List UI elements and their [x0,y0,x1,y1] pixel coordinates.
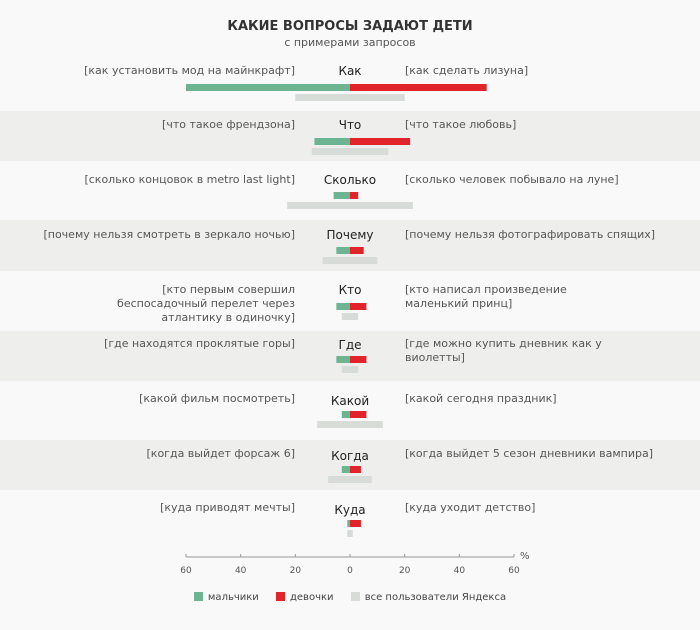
bar-girls [350,356,366,363]
x-tick-label: 60 [508,566,520,576]
bar-all-users [342,313,358,320]
bar-girls [350,520,361,527]
legend-item-boys [194,592,259,603]
bar-all-users [342,366,358,373]
example-query-right: [когда выйдет 5 сезон дневники вампира] [405,447,654,460]
legend-label-all: все пользователи Яндекса [364,592,507,603]
question-word: Почему [326,228,374,242]
question-word: Куда [334,503,366,517]
x-tick-label: 40 [453,566,466,576]
example-query-right: [сколько человек побывало на луне] [405,173,619,186]
legend-swatch-girls [276,592,285,601]
legend [0,592,700,603]
x-tick-label: 0 [347,566,353,576]
example-query-right: [что такое любовь] [405,118,517,131]
example-query-left: [кто первым совершил беспосадочный перелет через атлантику в одиночку] [117,283,295,324]
bar-boys [342,411,350,418]
bar-girls [350,303,366,310]
bar-all-users [323,257,378,264]
bar-all-users [295,94,404,101]
question-word: Сколько [323,173,377,187]
legend-item-all [351,592,506,603]
question-word: Что [338,118,362,132]
legend-swatch-boys [194,592,203,601]
bar-all-users [317,421,383,428]
example-query-right: [почему нельзя фотографировать спящих] [405,228,656,241]
example-query-right: [как сделать лизуна] [405,64,529,77]
question-word: Где [338,338,362,352]
bar-all-users [287,202,413,209]
example-query-right: [какой сегодня праздник] [405,392,557,405]
x-tick-label: 60 [180,566,192,576]
bar-girls [350,192,358,199]
bar-girls [350,411,366,418]
bar-all-users [347,530,352,537]
x-tick-label: 40 [234,566,247,576]
bar-girls [350,138,410,145]
bar-girls [350,84,487,91]
legend-label-boys: мальчики [207,592,259,603]
bar-all-users [328,476,372,483]
chart-title: КАКИЕ ВОПРОСЫ ЗАДАЮТ ДЕТИ [227,19,473,34]
example-query-left: [сколько концовок в metro last light] [84,173,295,186]
question-word: Когда [331,449,369,463]
example-query-right: [где можно купить дневник как у виолетты] [405,337,602,364]
bar-boys [336,247,350,254]
bar-boys [186,84,350,91]
bar-boys [336,303,350,310]
example-query-left: [как установить мод на майнкрафт] [84,64,295,77]
question-word: Кто [338,283,362,297]
bar-girls [350,466,361,473]
bar-boys [342,466,350,473]
example-query-left: [когда выйдет форсаж 6] [146,447,295,460]
question-word: Какой [330,394,370,408]
bar-all-users [312,148,389,155]
example-query-left: [что такое френдзона] [162,118,295,131]
bar-boys [347,520,350,527]
example-query-right: [куда уходит детство] [405,501,536,514]
axis-unit-label: % [520,551,530,562]
bar-boys [334,192,350,199]
example-query-right: [кто написал произведение маленький принц] [405,283,567,310]
example-query-left: [какой фильм посмотреть] [139,392,295,405]
x-tick-label: 20 [289,566,302,576]
legend-item-girls [276,592,334,603]
question-word: Как [338,64,362,78]
example-query-left: [где находятся проклятые горы] [104,337,295,350]
bar-boys [336,356,350,363]
bar-girls [350,247,364,254]
bar-boys [314,138,350,145]
example-query-left: [почему нельзя смотреть в зеркало ночью] [43,228,295,241]
x-tick-label: 20 [398,566,411,576]
example-query-left: [куда приводят мечты] [160,501,295,514]
legend-swatch-all [351,592,360,601]
legend-label-girls: девочки [289,592,334,603]
chart-subtitle: с примерами запросов [284,36,416,49]
